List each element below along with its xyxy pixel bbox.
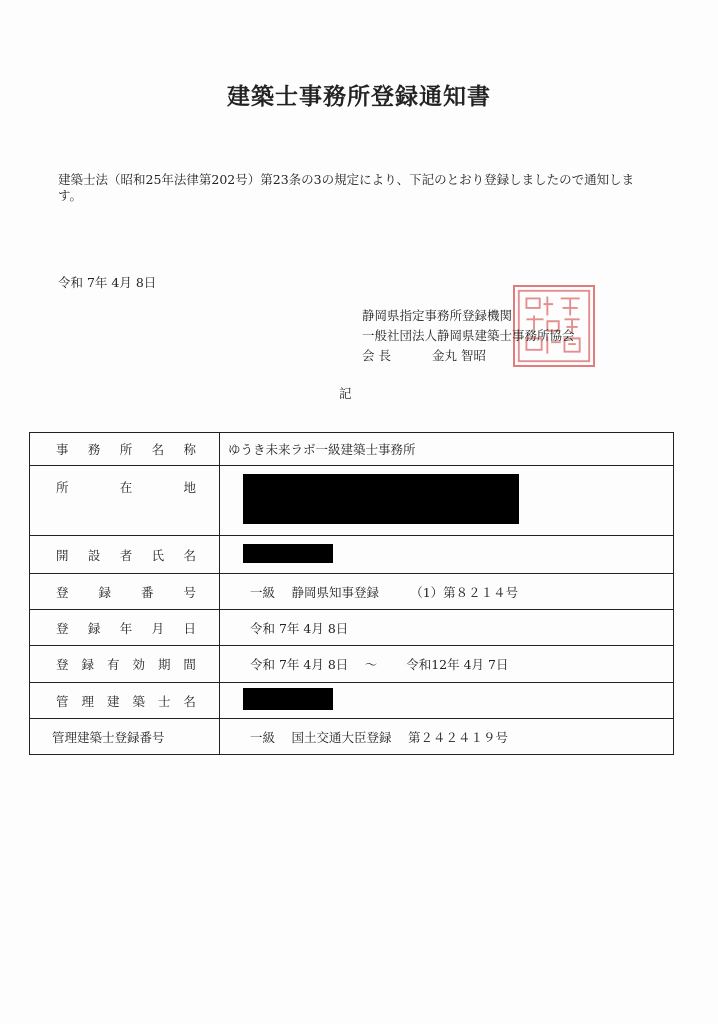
label-text [56,692,196,710]
row-value [220,610,674,646]
label-char: 所 [56,480,69,495]
label-char: 務 [87,442,101,457]
row-value [220,574,674,610]
validity-period: 令和 7年 4月 8日 ～ 令和12年 4月 7日 [250,657,509,672]
table-row [30,646,674,683]
row-value [220,719,674,755]
label-char: 所 [119,442,133,457]
label-text [56,655,196,673]
label-char: 間 [183,657,196,672]
row-label [30,719,220,755]
manager-name-redaction [243,688,333,710]
label-char: 士 [157,693,171,709]
label-char: 録 [87,620,101,636]
office-name: ゆうき未来ラボ一級建築士事務所 [228,442,416,457]
issuer-organization-line2: 一般社団法人静岡県建築士事務所協会 [362,328,575,343]
label-char: 氏 [151,547,165,563]
label-char: 築 [132,693,145,709]
label-char: 有 [106,657,120,672]
founder-name-redaction [243,544,333,563]
row-value [220,683,674,719]
label-char: 建 [106,693,120,709]
label-char: 名 [183,693,196,709]
label-char: 年 [119,620,133,636]
label-char: 登 [56,584,69,600]
issuer-organization-line1: 静岡県指定事務所登録機関 [362,308,513,323]
row-label [30,610,220,646]
document-title: 建築士事務所登録通知書 [227,83,491,110]
row-label [30,574,220,610]
row-label [30,433,220,466]
row-value [220,536,674,574]
issuer-block [362,306,575,366]
label-text [56,440,196,458]
label-char: 名 [183,547,196,563]
label-char: 効 [132,657,145,672]
registration-number: 一級 静岡県知事登録 （1）第８２１４号 [250,584,519,600]
issuer-representative [362,346,575,366]
row-value [220,646,674,683]
registration-date: 令和 7年 4月 8日 [250,620,349,636]
label-char: 録 [98,584,111,600]
representative-name: 金丸 智昭 [432,348,486,363]
label-char: 称 [183,442,196,457]
table-row [30,574,674,610]
ki-marker: 記 [339,386,352,401]
row-label [30,536,220,574]
representative-title: 会 長 [362,348,391,363]
registration-table [29,432,674,755]
label-char: 名 [151,442,165,457]
table-row [30,719,674,755]
label-char: 者 [119,547,133,563]
issue-date: 令和 7年 4月 8日 [58,275,157,290]
table-row [30,536,674,574]
label-char: 番 [140,584,154,600]
label-char: 日 [183,620,196,636]
table-row [30,433,674,466]
table-row [30,610,674,646]
label-char: 在 [119,480,133,495]
label-text [56,478,196,496]
label-char: 事 [56,442,69,457]
label-char: 号 [183,584,196,600]
label-text [56,546,196,564]
row-value [220,466,674,536]
row-value [220,433,674,466]
row-label [30,646,220,683]
label-text [56,583,196,601]
row-label [30,683,220,719]
label-char: 設 [87,547,101,563]
label-char: 理 [81,693,94,709]
label-char: 登 [56,657,69,672]
label-text [56,619,196,637]
label-char: 地 [183,480,196,495]
intro-paragraph: 建築士法（昭和25年法律第202号）第23条の3の規定により、下記のとおり登録しましたので通知します。 [58,172,635,203]
table-row [30,683,674,719]
label-char: 管 [56,693,69,709]
manager-registration-number: 一級 国土交通大臣登録 第２４２４１９号 [250,729,508,745]
table-row [30,466,674,536]
address-redaction [243,474,519,524]
row-label [30,466,220,536]
label-char: 月 [151,620,165,636]
label-char: 期 [157,657,171,672]
label-char: 開 [56,547,69,563]
label-char: 録 [81,657,94,672]
label-text: 管理建築士登録番号 [52,729,165,745]
label-char: 登 [56,620,69,636]
